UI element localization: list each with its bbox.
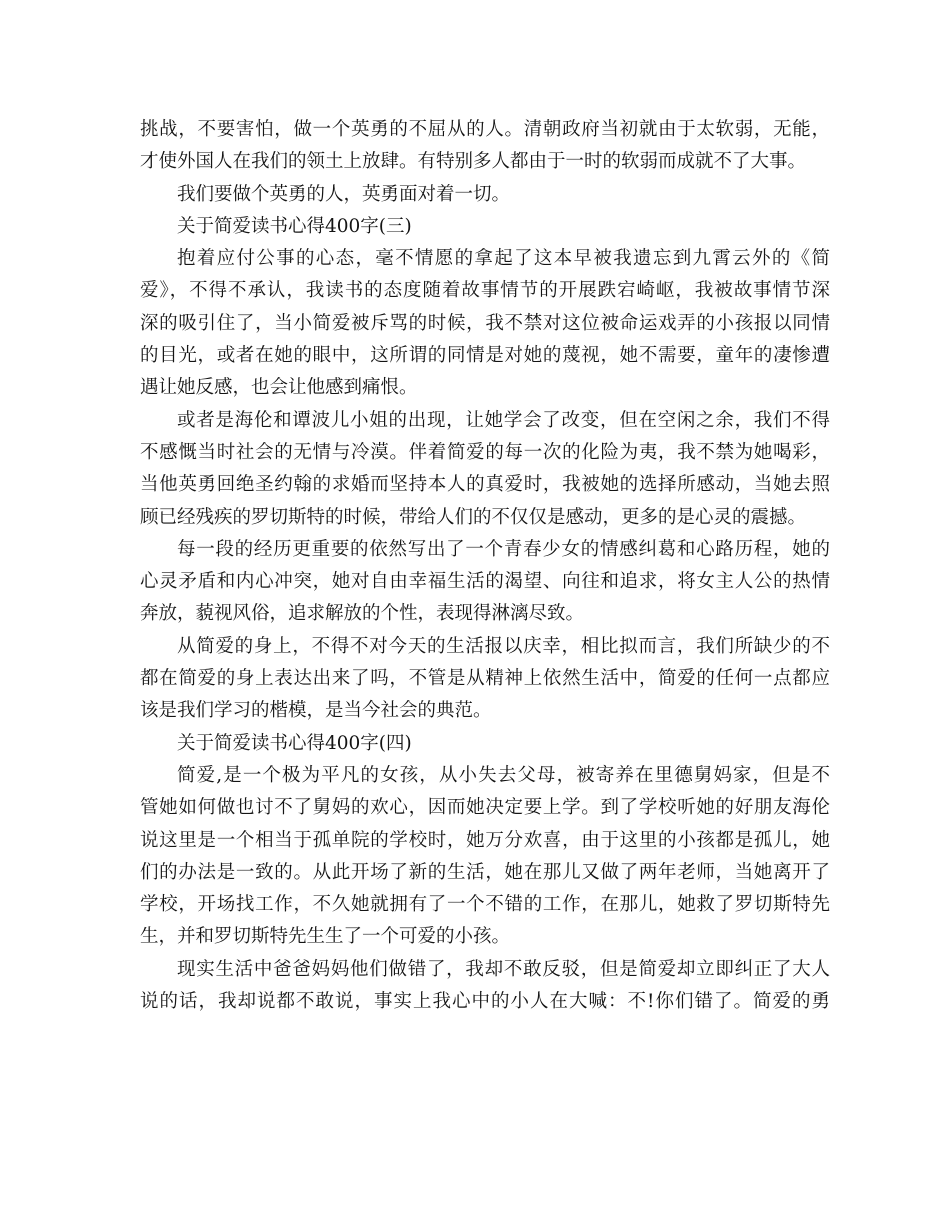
text-line: 该是我们学习的楷模，是当今社会的典范。 [140, 700, 492, 722]
paragraph [140, 631, 830, 728]
heading-line: 关于简爱读书心得400字(四) [177, 732, 412, 754]
text-line: 管她如何做也讨不了舅妈的欢心，因而她决定要上学。到了学校听她的好朋友海伦 [140, 797, 830, 819]
section-heading [140, 211, 830, 243]
text-line: 简爱,是一个极为平凡的女孩，从小失去父母，被寄养在里德舅妈家，但是不 [177, 764, 830, 786]
text-line: 从简爱的身上，不得不对今天的生活报以庆幸，相比拟而言，我们所缺少的不 [177, 635, 830, 657]
text-line: 心灵矛盾和内心冲突，她对自由幸福生活的渴望、向往和追求，将女主人公的热情 [140, 571, 830, 593]
text-line: 的目光，或者在她的眼中，这所谓的同情是对她的蔑视，她不需要，童年的凄惨遭 [140, 345, 830, 367]
section-heading [140, 728, 830, 760]
text-line: 每一段的经历更重要的依然写出了一个青春少女的情感纠葛和心路历程，她的 [177, 538, 830, 560]
paragraph [140, 405, 830, 534]
text-line: 或者是海伦和谭波儿小姐的出现，让她学会了改变，但在空闲之余，我们不得 [177, 409, 830, 431]
paragraph [140, 534, 830, 631]
text-line: 生，并和罗切斯特先生生了一个可爱的小孩。 [140, 926, 511, 948]
text-line: 们的办法是一致的。从此开场了新的生活，她在那儿又做了两年老师，当她离开了 [140, 861, 830, 883]
paragraph [140, 114, 830, 179]
text-line: 不感慨当时社会的无情与冷漠。伴着简爱的每一次的化险为夷，我不禁为她喝彩， [140, 441, 830, 463]
text-line: 抱着应付公事的心态，毫不情愿的拿起了这本早被我遗忘到九霄云外的《简 [177, 248, 830, 270]
body-text [140, 114, 830, 1018]
text-line: 学校，开场找工作，不久她就拥有了一个不错的工作，在那儿，她救了罗切斯特先 [140, 894, 830, 916]
text-line: 当他英勇回绝圣约翰的求婚而坚持本人的真爱时，我被她的选择所感动，当她去照 [140, 474, 830, 496]
paragraph [140, 179, 830, 211]
text-line: 说的话，我却说都不敢说，事实上我心中的小人在大喊：不!你们错了。简爱的勇 [140, 991, 831, 1013]
text-line: 才使外国人在我们的领土上放肆。有特别多人都由于一时的软弱而成就不了大事。 [140, 151, 807, 173]
paragraph [140, 760, 830, 954]
text-line: 我们要做个英勇的人，英勇面对着一切。 [177, 183, 511, 205]
text-line: 现实生活中爸爸妈妈他们做错了，我却不敢反驳，但是简爱却立即纠正了大人 [177, 958, 830, 980]
paragraph [140, 954, 830, 1019]
text-line: 奔放，藐视风俗，追求解放的个性，表现得淋漓尽致。 [140, 603, 585, 625]
paragraph [140, 243, 830, 404]
text-line: 挑战，不要害怕，做一个英勇的不屈从的人。清朝政府当初就由于太软弱，无能， [140, 119, 830, 140]
text-line: 爱》，不得不承认，我读书的态度随着故事情节的开展跌宕崎岖，我被故事情节深 [140, 280, 830, 302]
text-line: 说这里是一个相当于孤单院的学校时，她万分欢喜，由于这里的小孩都是孤儿，她 [140, 829, 830, 851]
text-line: 都在简爱的身上表达出来了吗，不管是从精神上依然生活中，简爱的任何一点都应 [140, 668, 830, 690]
heading-line: 关于简爱读书心得400字(三) [177, 215, 412, 237]
text-line: 顾已经残疾的罗切斯特的时候，带给人们的不仅仅是感动，更多的是心灵的震撼。 [140, 506, 807, 528]
text-line: 遇让她反感，也会让他感到痛恨。 [140, 377, 418, 399]
text-line: 深的吸引住了，当小简爱被斥骂的时候，我不禁对这位被命运戏弄的小孩报以同情 [140, 312, 830, 334]
